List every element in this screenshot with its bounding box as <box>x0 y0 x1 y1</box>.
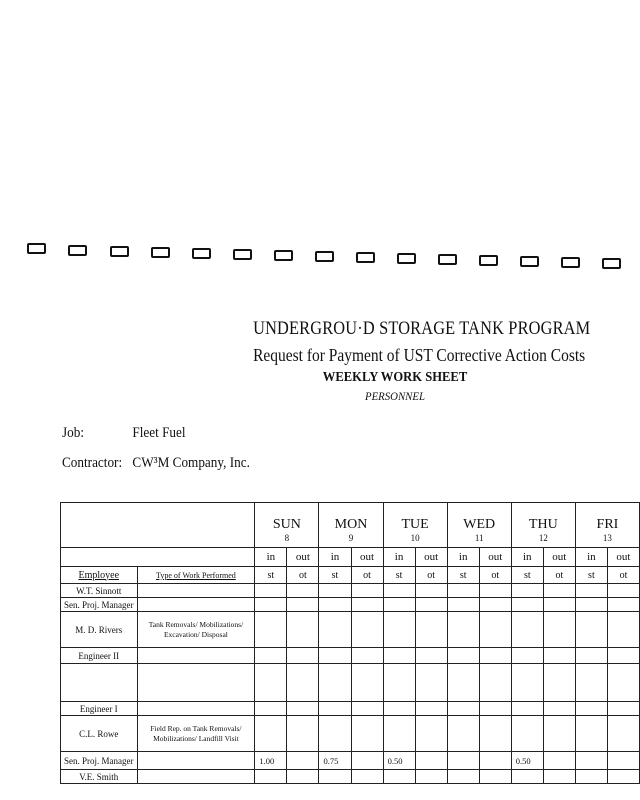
hours-cell <box>607 702 639 716</box>
out-label: out <box>607 548 639 567</box>
punch-hole <box>110 246 129 257</box>
hours-cell <box>543 770 575 784</box>
contractor-label: Contractor: <box>62 455 123 471</box>
employee-cell: C.L. Rowe <box>61 716 138 752</box>
punch-holes <box>0 243 618 273</box>
hours-cell <box>511 770 543 784</box>
hours-cell <box>319 612 351 648</box>
hours-cell <box>351 702 383 716</box>
hours-cell <box>415 702 447 716</box>
hours-cell <box>447 702 479 716</box>
hours-cell <box>479 648 511 664</box>
hours-cell <box>383 716 415 752</box>
punch-hole <box>274 250 293 261</box>
contractor-value: CW³M Company, Inc. <box>132 455 250 471</box>
hours-cell <box>383 612 415 648</box>
hours-cell <box>351 664 383 702</box>
hours-cell <box>351 598 383 612</box>
employee-cell: Engineer II <box>61 648 138 664</box>
st-label: st <box>447 567 479 584</box>
hours-cell <box>319 584 351 598</box>
hours-cell <box>479 584 511 598</box>
hours-cell <box>479 716 511 752</box>
day-date: 13 <box>575 533 639 548</box>
hours-cell <box>575 664 607 702</box>
hours-cell <box>415 664 447 702</box>
hours-cell <box>351 648 383 664</box>
hours-cell <box>287 664 319 702</box>
hours-cell <box>415 584 447 598</box>
hours-cell <box>607 716 639 752</box>
employee-cell: V.E. Smith <box>61 770 138 784</box>
form-subtitle: Request for Payment of UST Corrective Action Costs <box>253 345 586 365</box>
job-line <box>62 425 186 442</box>
punch-hole <box>315 251 334 262</box>
day-name: MON <box>319 503 383 534</box>
day-date: 12 <box>511 533 575 548</box>
hours-cell <box>383 648 415 664</box>
st-label: st <box>319 567 351 584</box>
out-label: out <box>287 548 319 567</box>
hours-cell <box>415 752 447 770</box>
table-row <box>61 752 640 770</box>
hours-cell <box>319 716 351 752</box>
hours-cell <box>383 598 415 612</box>
punch-hole <box>602 258 621 269</box>
st-label: st <box>255 567 287 584</box>
table-row <box>61 584 640 598</box>
in-label: in <box>255 548 287 567</box>
hours-cell <box>351 752 383 770</box>
hours-cell <box>319 648 351 664</box>
hours-cell <box>511 702 543 716</box>
hours-cell <box>607 770 639 784</box>
table-row <box>61 770 640 784</box>
work-cell <box>137 770 255 784</box>
hours-cell <box>543 752 575 770</box>
hours-cell <box>255 664 287 702</box>
day-name: FRI <box>575 503 639 534</box>
worksheet-category: PERSONNEL <box>364 389 425 403</box>
punch-hole <box>397 253 416 264</box>
hours-cell <box>287 612 319 648</box>
out-label: out <box>479 548 511 567</box>
hours-cell <box>575 752 607 770</box>
employee-rows <box>61 584 640 784</box>
hours-cell <box>255 770 287 784</box>
punch-hole <box>438 254 457 265</box>
day-name: SUN <box>255 503 319 534</box>
hours-cell <box>575 716 607 752</box>
hours-cell <box>287 752 319 770</box>
work-cell <box>137 664 255 702</box>
hours-cell <box>479 612 511 648</box>
hours-cell <box>351 770 383 784</box>
table-row <box>61 716 640 752</box>
hours-cell <box>383 702 415 716</box>
hours-cell <box>287 770 319 784</box>
hours-cell <box>479 770 511 784</box>
hours-cell <box>607 598 639 612</box>
st-label: st <box>511 567 543 584</box>
table-row <box>61 612 640 648</box>
hours-cell <box>447 716 479 752</box>
day-name: TUE <box>383 503 447 534</box>
hours-cell <box>287 716 319 752</box>
hours-cell <box>511 716 543 752</box>
work-cell <box>137 702 255 716</box>
hours-cell <box>383 770 415 784</box>
day-date: 10 <box>383 533 447 548</box>
hours-cell <box>319 664 351 702</box>
hours-cell <box>447 752 479 770</box>
hours-cell <box>511 584 543 598</box>
hours-cell <box>575 584 607 598</box>
ot-label: ot <box>287 567 319 584</box>
hours-cell <box>511 612 543 648</box>
hours-cell <box>479 702 511 716</box>
punch-hole <box>68 245 87 256</box>
in-label: in <box>319 548 351 567</box>
hours-cell <box>543 598 575 612</box>
ot-label: ot <box>415 567 447 584</box>
hours-cell <box>415 648 447 664</box>
hours-cell <box>607 664 639 702</box>
work-cell: Tank Removals/ Mobilizations/ Excavation/ Disposal <box>137 612 255 648</box>
header-blank <box>61 503 255 548</box>
hours-cell <box>447 612 479 648</box>
table-row <box>61 598 640 612</box>
work-cell <box>137 752 255 770</box>
hours-cell <box>415 770 447 784</box>
out-label: out <box>351 548 383 567</box>
st-label: st <box>383 567 415 584</box>
hours-cell <box>351 716 383 752</box>
hours-cell <box>447 770 479 784</box>
hours-cell <box>511 664 543 702</box>
in-label: in <box>511 548 543 567</box>
employee-cell: Sen. Proj. Manager <box>61 752 138 770</box>
hours-cell <box>255 716 287 752</box>
hours-cell <box>255 584 287 598</box>
employee-cell: M. D. Rivers <box>61 612 138 648</box>
in-label: in <box>383 548 415 567</box>
st-label: st <box>575 567 607 584</box>
hours-cell: 0.75 <box>319 752 351 770</box>
day-name: WED <box>447 503 511 534</box>
hours-cell <box>575 702 607 716</box>
work-cell <box>137 648 255 664</box>
hours-cell <box>287 598 319 612</box>
hours-cell <box>287 648 319 664</box>
day-date: 9 <box>319 533 383 548</box>
day-date: 8 <box>255 533 319 548</box>
hours-cell <box>607 648 639 664</box>
out-label: out <box>415 548 447 567</box>
work-cell <box>137 598 255 612</box>
employee-cell: Sen. Proj. Manager <box>61 598 138 612</box>
hours-cell <box>607 752 639 770</box>
hours-cell <box>575 612 607 648</box>
hours-cell <box>319 702 351 716</box>
hours-cell <box>319 770 351 784</box>
hours-cell: 1.00 <box>255 752 287 770</box>
punch-hole <box>561 257 580 268</box>
table-row <box>61 664 640 702</box>
hours-cell <box>287 702 319 716</box>
io-blank <box>61 548 255 567</box>
hours-cell <box>351 612 383 648</box>
hours-cell <box>383 584 415 598</box>
ot-label: ot <box>479 567 511 584</box>
hours-cell <box>543 648 575 664</box>
job-value: Fleet Fuel <box>132 425 186 441</box>
punch-hole <box>479 255 498 266</box>
punch-hole <box>151 247 170 258</box>
employee-cell <box>61 664 138 702</box>
ot-label: ot <box>607 567 639 584</box>
out-label: out <box>543 548 575 567</box>
hours-cell <box>479 752 511 770</box>
hours-cell <box>447 584 479 598</box>
hours-cell <box>415 612 447 648</box>
in-label: in <box>575 548 607 567</box>
work-header: Type of Work Performed <box>137 567 255 584</box>
hours-cell <box>255 648 287 664</box>
work-cell: Field Rep. on Tank Removals/ Mobilizations/ Landfill Visit <box>137 716 255 752</box>
hours-cell <box>447 648 479 664</box>
hours-cell <box>255 612 287 648</box>
hours-cell <box>383 664 415 702</box>
punch-hole <box>27 243 46 254</box>
punch-hole <box>233 249 252 260</box>
hours-cell <box>607 612 639 648</box>
work-cell <box>137 584 255 598</box>
hours-cell <box>543 664 575 702</box>
hours-cell <box>351 584 383 598</box>
ot-label: ot <box>543 567 575 584</box>
hours-cell <box>415 716 447 752</box>
hours-cell: 0.50 <box>383 752 415 770</box>
employee-cell: W.T. Sinnott <box>61 584 138 598</box>
hours-cell <box>575 598 607 612</box>
hours-cell <box>255 598 287 612</box>
hours-cell <box>543 584 575 598</box>
hours-cell: 0.50 <box>511 752 543 770</box>
hours-cell <box>255 702 287 716</box>
job-label: Job: <box>62 425 85 441</box>
table-row <box>61 702 640 716</box>
hours-cell <box>543 716 575 752</box>
hours-cell <box>511 598 543 612</box>
hours-cell <box>479 598 511 612</box>
worksheet-title: WEEKLY WORK SHEET <box>322 370 468 385</box>
hours-cell <box>543 702 575 716</box>
form-title-block <box>230 318 591 404</box>
weekly-work-table <box>60 502 640 784</box>
table-row <box>61 648 640 664</box>
punch-hole <box>520 256 539 267</box>
hours-cell <box>447 598 479 612</box>
in-label: in <box>447 548 479 567</box>
punch-hole <box>192 248 211 259</box>
hours-cell <box>575 770 607 784</box>
employee-header: Employee <box>61 567 138 584</box>
hours-cell <box>319 598 351 612</box>
hours-cell <box>607 584 639 598</box>
day-date: 11 <box>447 533 511 548</box>
employee-cell: Engineer I <box>61 702 138 716</box>
hours-cell <box>511 648 543 664</box>
program-title: UNDERGROU·D STORAGE TANK PROGRAM <box>253 318 591 339</box>
punch-hole <box>356 252 375 263</box>
hours-cell <box>479 664 511 702</box>
hours-cell <box>575 648 607 664</box>
ot-label: ot <box>351 567 383 584</box>
hours-cell <box>415 598 447 612</box>
hours-cell <box>447 664 479 702</box>
day-name: THU <box>511 503 575 534</box>
hours-cell <box>287 584 319 598</box>
hours-cell <box>543 612 575 648</box>
contractor-line <box>62 455 250 472</box>
